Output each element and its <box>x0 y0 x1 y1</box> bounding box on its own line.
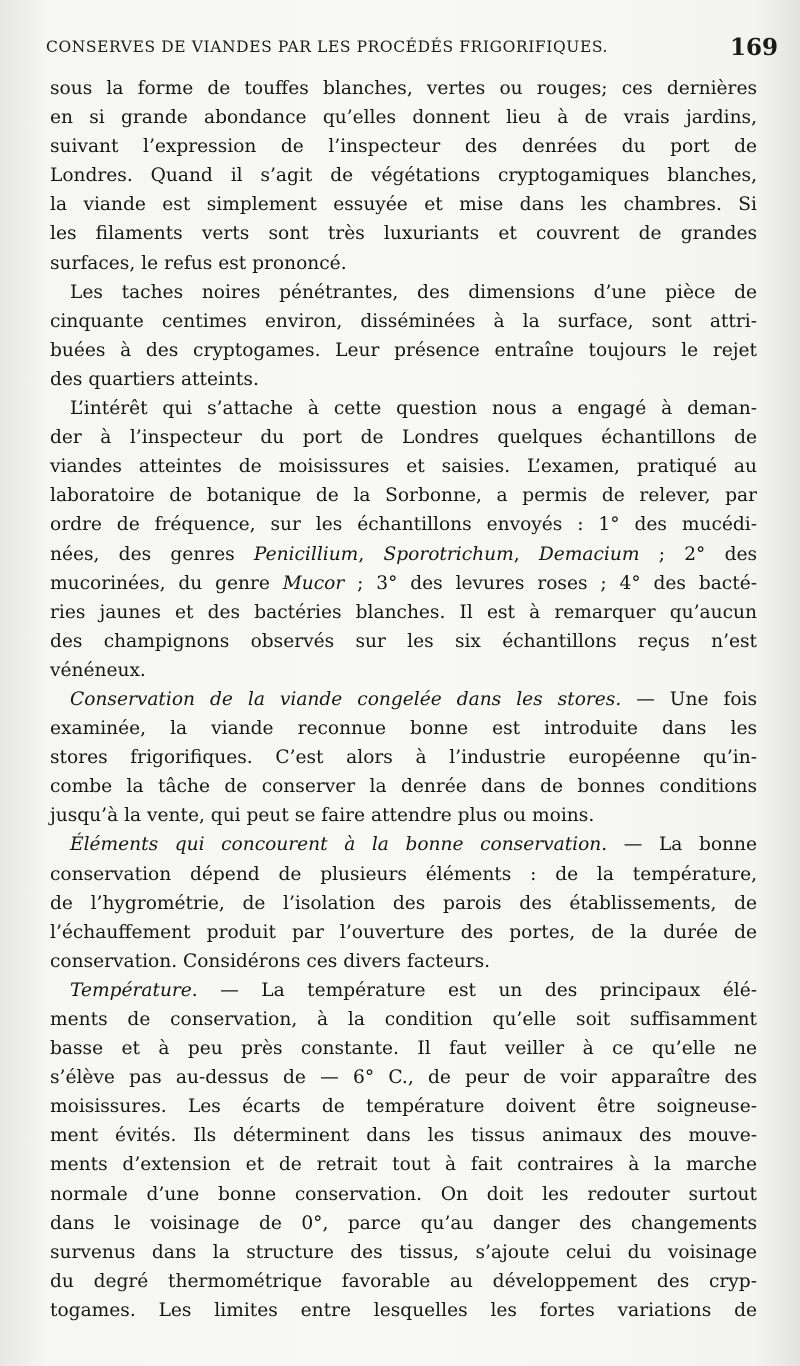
text-line: Les taches noires pénétrantes, des dimensions d’une pièce de <box>70 281 757 303</box>
text-line: la viande est simplement essuyée et mise dans les chambres. Si <box>50 194 757 216</box>
italic-term: Conservation de la viande congelée dans les stores. <box>70 688 622 710</box>
body-text <box>50 74 757 1325</box>
text-line: des champignons observés sur les six échantillons reçus n’est <box>50 630 757 652</box>
text-line: suivant l’expression de l’inspecteur des denrées du port de <box>50 136 757 158</box>
text-line: survenus dans la structure des tissus, s’ajoute celui du voisinage <box>50 1241 757 1263</box>
text-line: laboratoire de botanique de la Sorbonne, a permis de relever, par <box>50 485 757 507</box>
text-line: moisissures. Les écarts de température doivent être soigneuse- <box>50 1096 757 1118</box>
text-line: vénéneux. <box>50 659 146 681</box>
text-line: du degré thermométrique favorable au développement des cryp- <box>50 1270 757 1292</box>
text-line: ries jaunes et des bactéries blanches. Il est à remarquer qu’aucun <box>50 601 757 623</box>
text-line: ordre de fréquence, sur les échantillons envoyés : 1° des mucédi- <box>50 514 757 536</box>
text-line: Éléments qui concourent à la bonne conservation. — La bonne <box>70 834 758 856</box>
text-line: der à l’inspecteur du port de Londres quelques échantillons de <box>50 427 757 449</box>
text-line: les filaments verts sont très luxuriants et couvrent de grandes <box>50 223 757 245</box>
text-line: nées, des genres Penicillium, Sporotrichum, Demacium ; 2° des <box>50 543 758 565</box>
text-line: sous la forme de touffes blanches, vertes ou rouges; ces dernières <box>50 78 757 99</box>
text-line: Londres. Quand il s’agit de végétations cryptogamiques blanches, <box>50 165 757 187</box>
text-line: s’élève pas au-dessus de — 6° C., de peur de voir apparaître des <box>50 1067 757 1089</box>
text-line: ments d’extension et de retrait tout à fait contraires à la marche <box>50 1154 757 1176</box>
italic-term: Éléments qui concourent à la bonne conservation. <box>70 834 608 856</box>
text-line: Conservation de la viande congelée dans les stores. — Une fois <box>70 688 758 710</box>
text-line: l’échauffement produit par l’ouverture des portes, de la durée de <box>50 921 757 943</box>
page-header <box>46 34 778 70</box>
italic-term: Température. <box>70 979 198 1001</box>
text-line: de l’hygrométrie, de l’isolation des parois des établissements, de <box>50 892 757 914</box>
text-line: Température. — La température est un des principaux élé- <box>70 979 757 1001</box>
text-line: ment évités. Ils déterminent dans les tissus animaux des mouve- <box>50 1125 757 1147</box>
text-line: cinquante centimes environ, disséminées à la surface, sont attri- <box>50 310 757 332</box>
text-line: combe la tâche de conserver la denrée dans de bonnes conditions <box>50 776 757 798</box>
text-line: conservation. Considérons ces divers facteurs. <box>50 950 491 972</box>
text-line: normale d’une bonne conservation. On doit les redouter surtout <box>50 1183 757 1205</box>
text-line: buées à des cryptogames. Leur présence entraîne toujours le rejet <box>50 339 757 361</box>
text-line: des quartiers atteints. <box>50 368 259 390</box>
text-line: surfaces, le refus est prononcé. <box>50 252 347 274</box>
text-line: L’intérêt qui s’attache à cette question nous a engagé à deman- <box>70 398 757 420</box>
text-line: viandes atteintes de moisissures et saisies. L’examen, pratiqué au <box>50 456 757 478</box>
text-line: conservation dépend de plusieurs éléments : de la température, <box>50 863 757 885</box>
italic-term: Mucor <box>282 572 345 594</box>
italic-term: Demacium <box>538 543 640 565</box>
text-line: examinée, la viande reconnue bonne est introduite dans les <box>50 718 757 740</box>
running-head: CONSERVES DE VIANDES PAR LES PROCÉDÉS FRIGORIFIQUES. <box>46 38 609 56</box>
text-line: en si grande abondance qu’elles donnent lieu à de vrais jardins, <box>50 107 757 129</box>
italic-term: Penicillium <box>253 543 359 565</box>
text-line: jusqu’à la vente, qui peut se faire attendre plus ou moins. <box>50 805 595 827</box>
text-line: mucorinées, du genre Mucor ; 3° des levures roses ; 4° des bacté- <box>50 572 757 594</box>
text-line: basse et à peu près constante. Il faut veiller à ce qu’elle ne <box>50 1038 757 1060</box>
text-line: ments de conservation, à la condition qu’elle soit suffisamment <box>50 1009 757 1030</box>
text-line: togames. Les limites entre lesquelles les fortes variations de <box>50 1299 757 1321</box>
text-line: stores frigorifiques. C’est alors à l’industrie européenne qu’in- <box>50 747 757 769</box>
text-line: dans le voisinage de 0°, parce qu’au danger des changements <box>50 1212 757 1234</box>
page-number: 169 <box>729 34 778 61</box>
italic-term: Sporotrichum <box>383 543 514 565</box>
